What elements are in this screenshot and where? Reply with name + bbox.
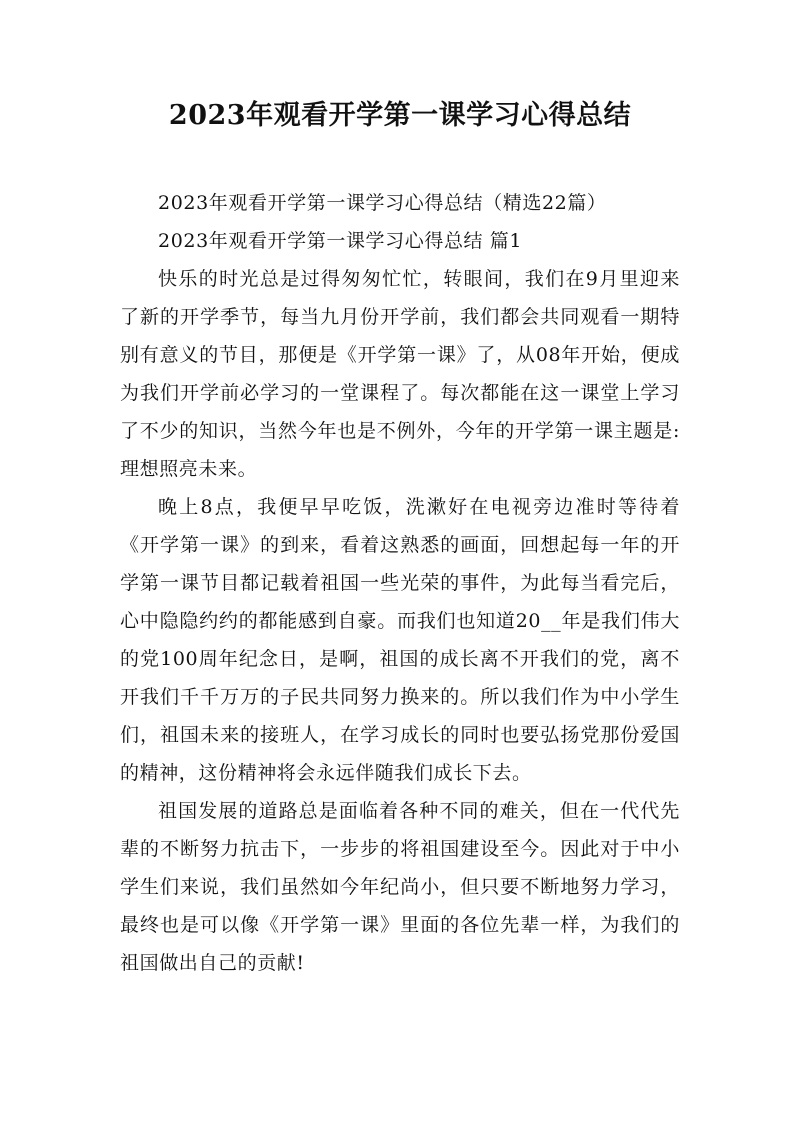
document-title: 2023年观看开学第一课学习心得总结 (168, 100, 632, 131)
section-heading: 2023年观看开学第一课学习心得总结 篇1 (158, 230, 523, 252)
paragraph-3: 祖国发展的道路总是面临着各种不同的难关，但在一代代先辈的不断努力抗击下，一步步的将祖国建设至今。因此对于中小学生们来说，我们虽然如今年纪尚小，但只要不断地努力学习，最终也是可以像《开学第一课》里面的各位先辈一样，为我们的祖国做出自己的贡献! (120, 800, 680, 974)
document-body (120, 184, 680, 982)
paragraph-2: 晚上8点，我便早早吃饭，洗漱好在电视旁边准时等待着《开学第一课》的到来，看着这熟悉的画面，回想起每一年的开学第一课节目都记载着祖国一些光荣的事件，为此每当看完后，心中隐隐约约的都能感到自豪。而我们也知道20__年是我们伟大的党100周年纪念日，是啊，祖国的成长离不开我们的党，离不开我们千千万万的子民共同努力换来的。所以我们作为中小学生们，祖国未来的接班人，在学习成长的同时也要弘扬党那份爱国的精神，这份精神将会永远伴随我们成长下去。 (120, 496, 680, 784)
subtitle-line: 2023年观看开学第一课学习心得总结（精选22篇） (158, 192, 607, 214)
paragraph-1: 快乐的时光总是过得匆匆忙忙，转眼间，我们在9月里迎来了新的开学季节，每当九月份开学前，我们都会共同观看一期特别有意义的节目，那便是《开学第一课》了，从08年开始，便成为我们开学前必学习的一堂课程了。每次都能在这一课堂上学习了不少的知识，当然今年也是不例外，今年的开学第一课主题是:理想照亮未来。 (120, 268, 680, 480)
